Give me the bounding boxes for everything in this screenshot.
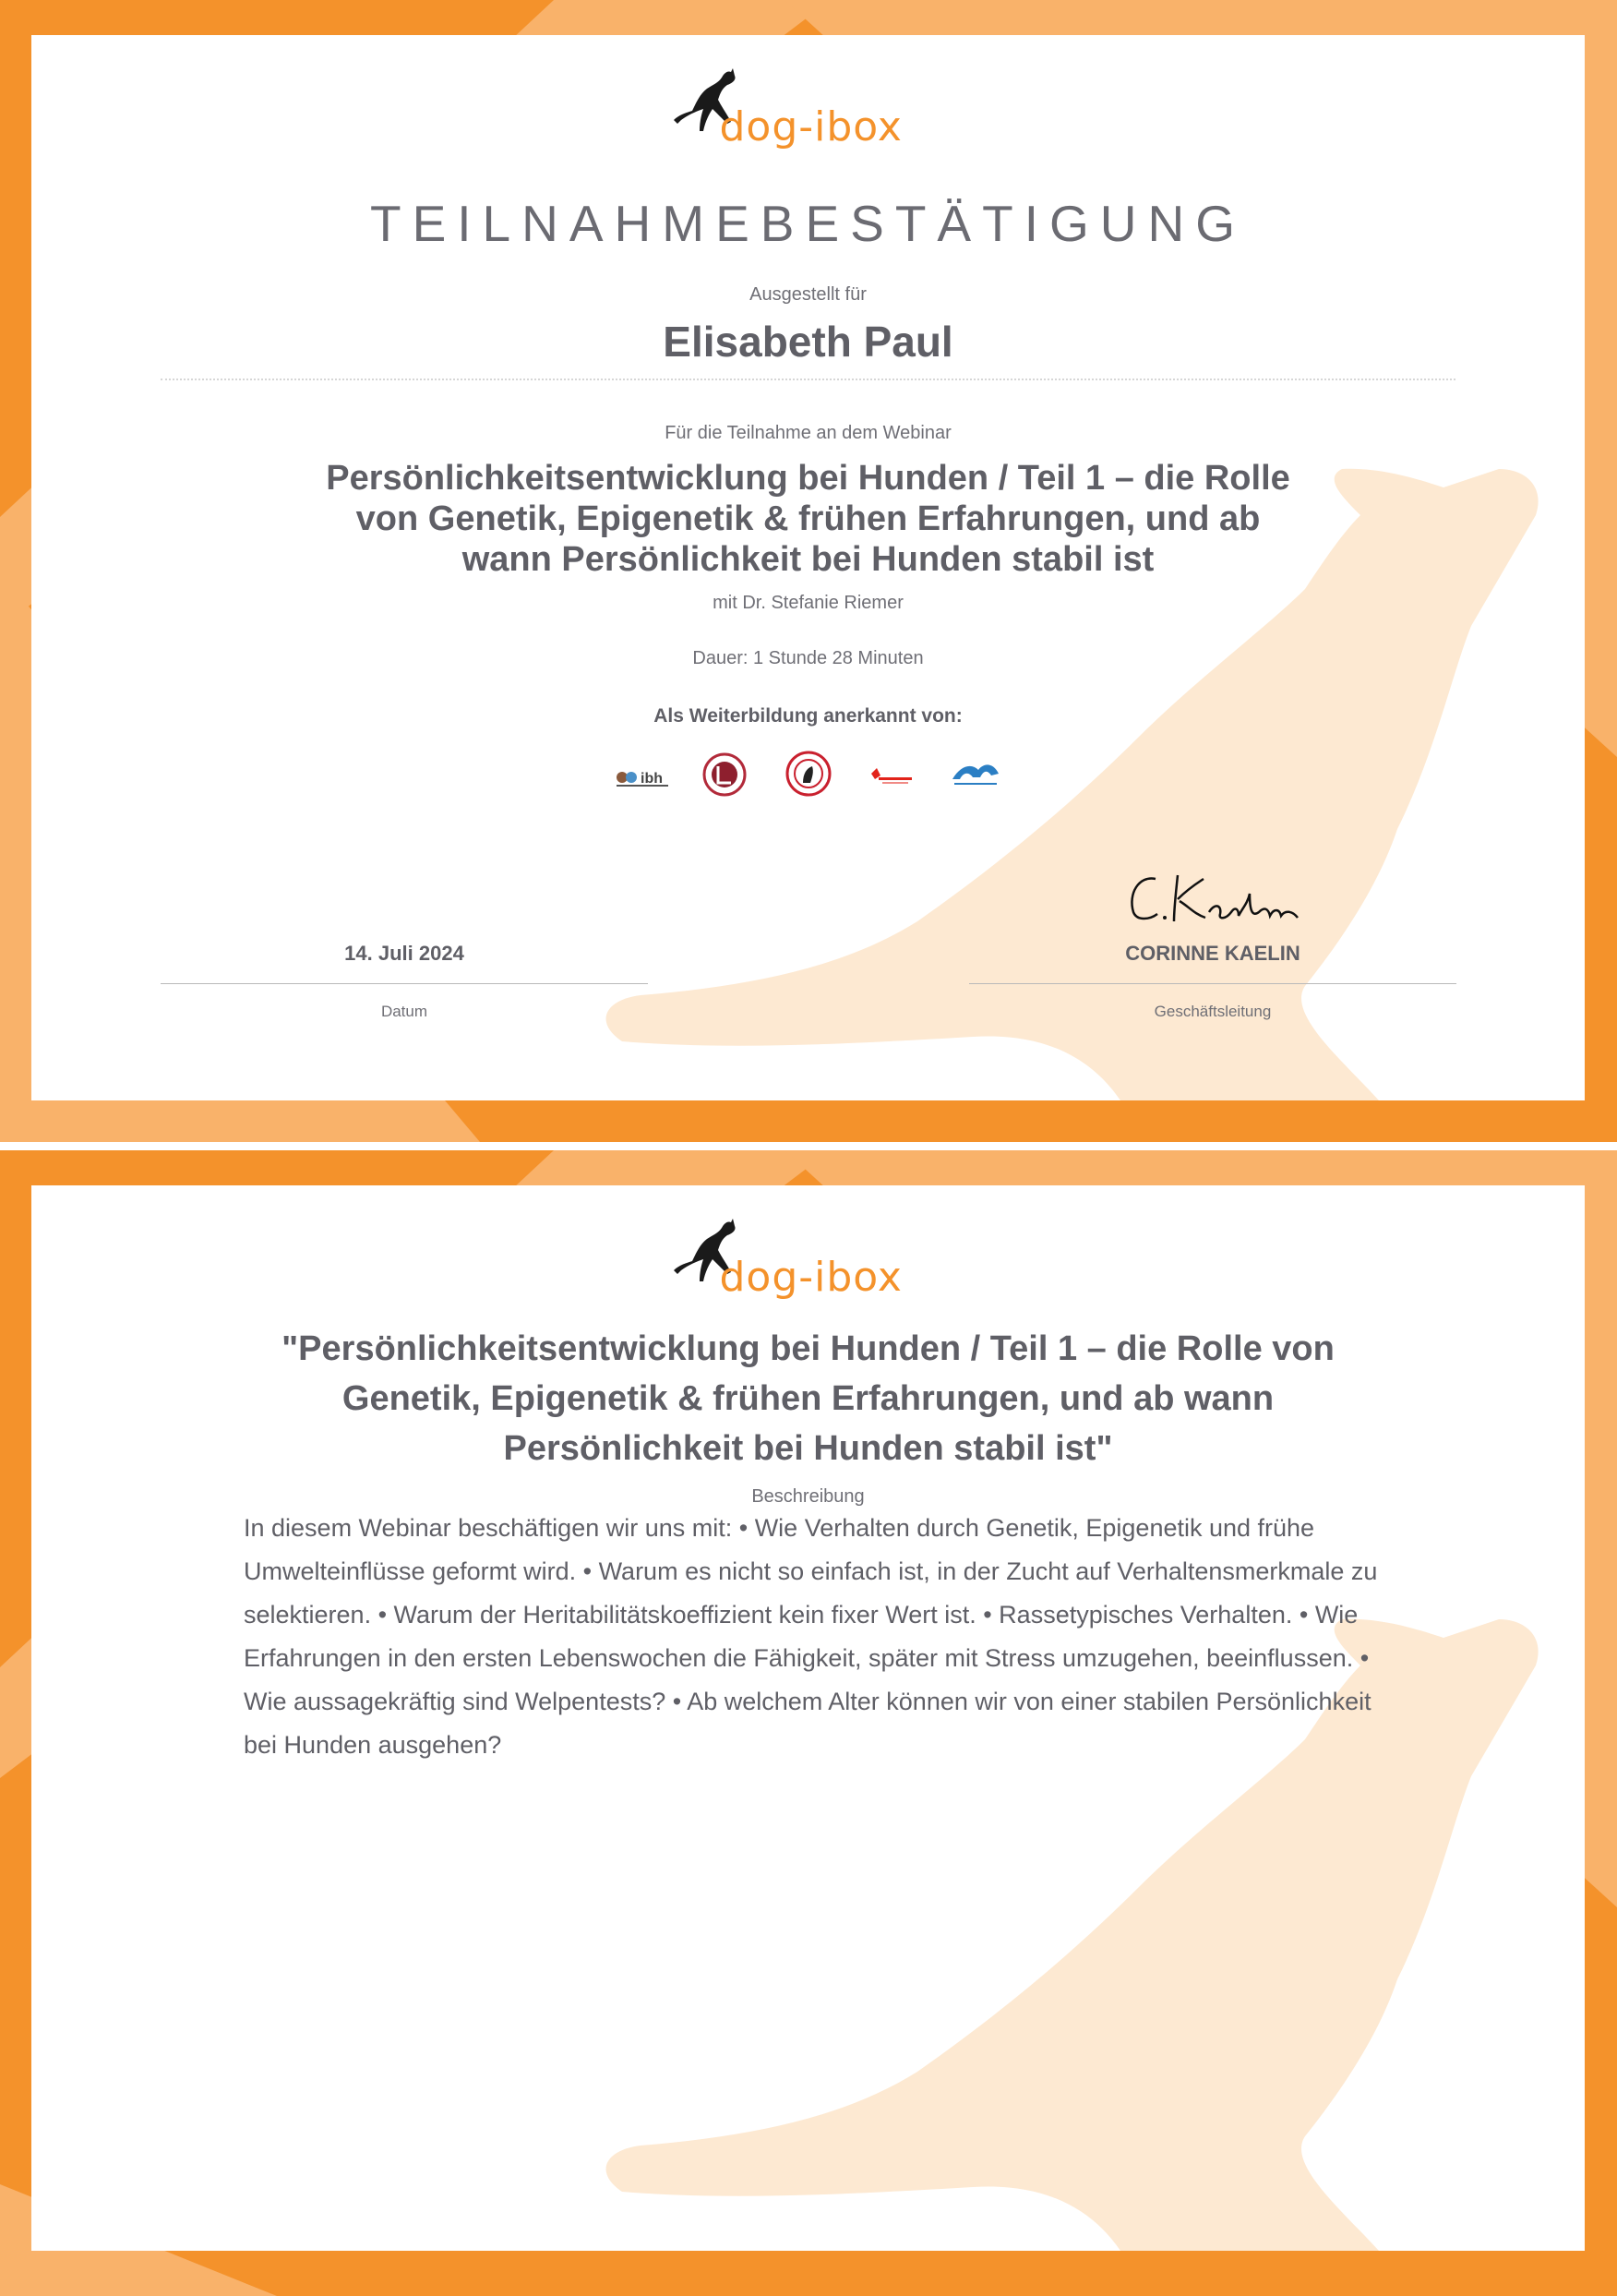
recognized-label: Als Weiterbildung anerkannt von: xyxy=(653,705,963,727)
ibh-logo-text: ibh xyxy=(641,771,663,787)
logo-text: dog-ibox xyxy=(719,103,903,150)
blue-dogs-logo xyxy=(947,757,1004,795)
signature-rule xyxy=(969,983,1456,984)
certificate-page xyxy=(0,0,1617,1142)
dog-ibox-logo xyxy=(670,66,947,159)
date-value: 14. Juli 2024 xyxy=(344,942,464,965)
certificate-card xyxy=(31,35,1585,1100)
duration-line: Dauer: 1 Stunde 28 Minuten xyxy=(692,648,924,668)
description-page xyxy=(0,1150,1617,2296)
recipient-name: Elisabeth Paul xyxy=(663,318,953,366)
certificate-title: TEILNAHMEBESTÄTIGUNG xyxy=(370,195,1246,252)
red-seal-logo-2 xyxy=(785,750,832,802)
description-section-label: Beschreibung xyxy=(751,1486,865,1507)
signer-name: CORINNE KAELIN xyxy=(1125,942,1300,965)
issued-for-label: Ausgestellt für xyxy=(749,284,867,305)
red-leaf-logo xyxy=(866,766,917,793)
handwritten-signature xyxy=(1120,866,1305,931)
dog-ibox-logo xyxy=(670,1217,947,1309)
name-divider xyxy=(161,379,1455,380)
signer-caption: Geschäftsleitung xyxy=(1154,1003,1272,1020)
description-card xyxy=(31,1185,1585,2251)
ibh-logo xyxy=(615,761,672,797)
speaker-line: mit Dr. Stefanie Riemer xyxy=(713,593,904,613)
logo-text: dog-ibox xyxy=(719,1254,903,1301)
red-seal-logo-1 xyxy=(701,751,748,802)
webinar-title: Persönlichkeitsentwicklung bei Hunden / Teil 1 – die Rolle von Genetik, Epigenetik & frühen Erfahrungen, und ab wann Persönlichkeit bei Hunden stabil ist xyxy=(326,459,1290,579)
date-rule xyxy=(161,983,648,984)
participation-label: Für die Teilnahme an dem Webinar xyxy=(665,423,952,443)
date-caption: Datum xyxy=(380,1003,428,1020)
description-title: "Persönlichkeitsentwicklung bei Hunden / Teil 1 – die Rolle von Genetik, Epigenetik & frühen Erfahrungen, und ab wann Persönlichkeit bei Hunden stabil ist" xyxy=(281,1329,1335,1468)
description-body: In diesem Webinar beschäftigen wir uns mit: • Wie Verhalten durch Genetik, Epigenetik und frühe Umwelteinflüsse geformt wird. • Warum es nicht so einfach ist, in der Zucht auf Verhaltensmerkmale zu selektieren. • Warum der Heritabilitätskoeffizient kein fixer Wert ist. • Rassetypisches Verhalten. • Wie Erfahrungen in den ersten Lebenswochen die Fähigkeit, später mit Stress umzugehen, beeinflussen. • Wie aussagekräftig sind Welpentests? • Ab welchem Alter können wir von einer stabilen Persönlichkeit bei Hunden ausgehen? xyxy=(244,1514,1378,1759)
